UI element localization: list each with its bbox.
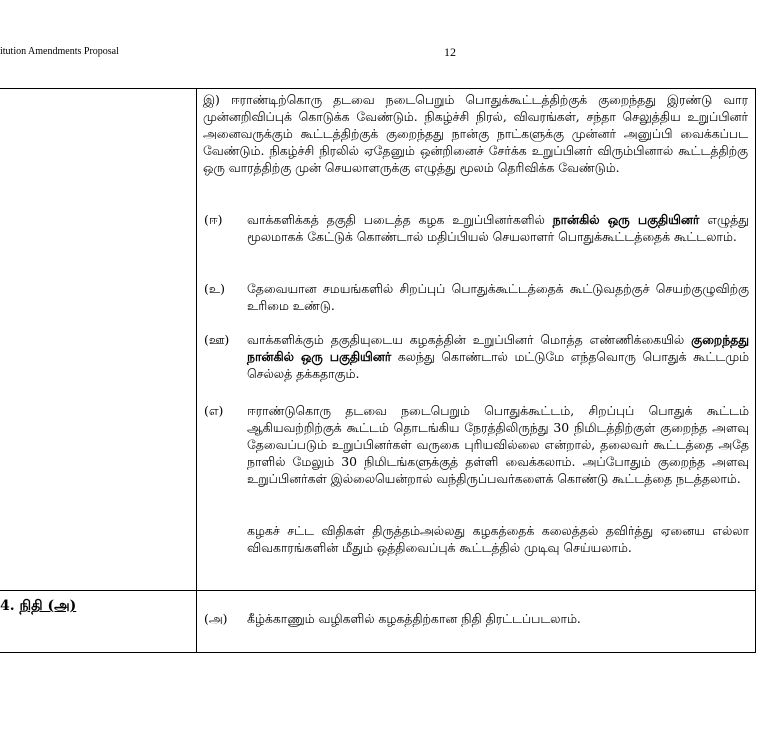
clause-u-text: தேவையான சமயங்களில் சிறப்புப் பொதுக்கூட்டத்தைக் கூட்டுவதற்குச் செயற்குழுவிற்கு உரிமை உண்டு. bbox=[247, 281, 749, 313]
section-number: 4. bbox=[0, 598, 15, 614]
intro-paragraph: இ) ஈராண்டிற்கொரு தடவை நடைபெறும் பொதுக்கூட்டத்திற்குக் குறைந்தது இரண்டு வார முன்னறிவிப்புக் கொடுக்க வேண்டும். நிகழ்ச்சி நிரல், விவரங்கள், சந்தா செலுத்திய உறுப்பினர் அனைவருக்கும் கூட்டத்திற்குக் குறைந்தது நான்கு நாட்களுக்கு முன்னர் அனுப்பி வைக்கப்பட வேண்டும். நிகழ்ச்சி நிரலில் ஏதேனும் ஒன்றினைச் சேர்க்க உறுப்பினர் விரும்பினால் கூட்டத்திற்கு ஒரு வாரத்திற்கு முன் செயலாளருக்கு எழுத்து மூலம் தெரிவிக்க வேண்டும். bbox=[203, 92, 748, 175]
document-title-fragment: itution Amendments Proposal bbox=[0, 46, 119, 57]
clause-e-text-2: கழகச் சட்ட விதிகள் திருத்தம்அல்லது கழகத்தைக் கலைத்தல் தவிர்த்து ஏனைய எல்லா விவகாரங்களின் மீதும் ஒத்திவைப்புக் கூட்டத்தில் முடிவு செய்யலாம். bbox=[247, 523, 749, 555]
table-bottom-border bbox=[0, 652, 755, 653]
table-top-border bbox=[0, 88, 755, 89]
clause-uu-bold: குறைந்தது நான்கில் ஒரு பகுதியினர் bbox=[247, 332, 749, 364]
clause-marker-uu: (ஊ) bbox=[204, 332, 230, 347]
clause-marker-ii: (ஈ) bbox=[204, 212, 223, 227]
table-row-divider bbox=[0, 590, 755, 591]
section-title: நிதி (அ) bbox=[19, 598, 77, 614]
clause-ii-text bbox=[247, 211, 749, 245]
clause-uu-text-after: கலந்து கொண்டால் மட்டுமே எந்தவொரு பொதுக் கூட்டமும் செல்லத் தக்கதாகும். bbox=[247, 349, 749, 381]
clause-marker-e: (எ) bbox=[204, 403, 224, 418]
table-column-divider bbox=[196, 88, 197, 653]
section-heading bbox=[0, 598, 76, 616]
clause-marker-u: (உ) bbox=[204, 281, 225, 296]
clause-ii-text-after: எழுத்து மூலமாகக் கேட்டுக் கொண்டால் மதிப்பியல் செயலாளர் பொதுக்கூட்டத்தைக் கூட்டலாம். bbox=[247, 212, 749, 244]
table-right-border bbox=[755, 88, 756, 653]
clause-e-text: ஈராண்டுகொரு தடவை நடைபெறும் பொதுக்கூட்டம், சிறப்புப் பொதுக் கூட்டம் ஆகியவற்றிற்குக் கூட்டம் தொடங்கிய நேரத்திலிருந்து 30 நிமிடத்திற்குள் குறைந்த அளவு தேவைப்படும் உறுப்பினர்கள் வருகை புரியவில்லை என்றால், தலைவர் கூட்டத்தை அதே நாளில் மேலும் 30 நிமிடங்களுக்குத் தள்ளி வைக்கலாம். அப்போதும் குறைந்த அளவு உறுப்பினர்கள் இல்லையென்றால் வந்திருப்பவர்களைக் கொண்டு கூட்டத்தை நடத்தலாம். bbox=[247, 403, 749, 486]
clause-ii-text-before: வாக்களிக்கத் தகுதி படைத்த கழக உறுப்பினர்களில் bbox=[247, 212, 553, 227]
clause-uu-text-before: வாக்களிக்கும் தகுதியுடைய கழகத்தின் உறுப்பினர் மொத்த எண்ணிக்கையில் bbox=[247, 332, 692, 347]
page-number: 12 bbox=[444, 45, 456, 59]
clause-uu-text bbox=[247, 331, 749, 382]
section-marker-a: (அ) bbox=[204, 611, 228, 626]
section-text: கீழ்க்காணும் வழிகளில் கழகத்திற்கான நிதி திரட்டப்படலாம். bbox=[247, 611, 581, 626]
clause-ii-bold: நான்கில் ஒரு பகுதியினர் bbox=[552, 212, 700, 227]
